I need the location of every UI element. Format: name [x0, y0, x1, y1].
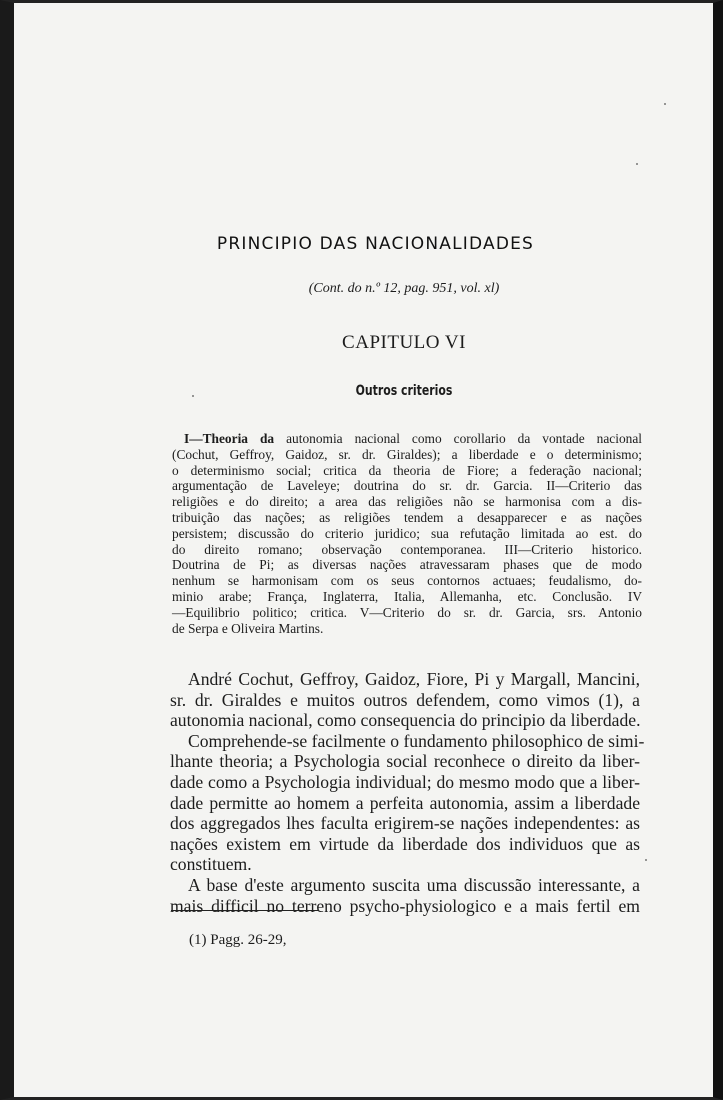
- chapter-summary: [172, 431, 642, 636]
- body-line: mais difficil no terreno psycho-physiologico e a mais fertil em: [170, 895, 640, 916]
- summary-line: —Equilibrio politico; critica. V—Criterio do sr. dr. Garcia, srs. Antonio: [172, 604, 642, 620]
- speck: [645, 859, 647, 861]
- summary-line: argumentação de Laveleye; doutrina do sr. dr. Garcia. II—Criterio das: [172, 478, 642, 494]
- body-text: [170, 669, 645, 916]
- body-line: nações existem em virtude da liberdade dos individuos que as: [170, 833, 640, 854]
- continuation-reference: (Cont. do n.º 12, pag. 951, vol. xl): [308, 281, 500, 296]
- body-line: dade permitte ao homem a perfeita autonomia, assim a liberdade: [170, 792, 640, 813]
- body-line: lhante theoria; a Psychologia social reconhece o direito da liber-: [170, 751, 640, 772]
- summary-line: o determinismo social; critica da theoria de Fiore; a federação nacional;: [172, 462, 642, 478]
- summary-line: tribuição das nações; as religiões tendem a desapparecer e as nações: [172, 509, 642, 525]
- summary-line: de Serpa e Oliveira Martins.: [172, 620, 324, 636]
- body-line: A base d'este argumento suscita uma discussão interessante, a: [188, 874, 640, 895]
- speck: [664, 103, 666, 105]
- speck: [192, 395, 194, 397]
- body-line: André Cochut, Geffroy, Gaidoz, Fiore, Pi y Margall, Mancini,: [188, 669, 640, 689]
- body-line: autonomia nacional, como consequencia do principio da liberdade.: [170, 710, 641, 731]
- footnote-separator: [171, 910, 319, 911]
- summary-line: I—Theoria da autonomia nacional como corollario da vontade nacional: [184, 431, 642, 446]
- body-line: Comprehende-se facilmente o fundamento philosophico de simi-: [188, 730, 645, 751]
- page-title: PRINCIPIO DAS NACIONALIDADES: [216, 234, 535, 254]
- summary-line: persistem; discussão do criterio juridico; sua refutação limitada ao est. do: [172, 525, 642, 541]
- summary-line: Doutrina de Pi; as diversas nações atravessaram phases que de modo: [172, 557, 642, 573]
- summary-line: nenhum se harmonisam com os seus contornos actuaes; feudalismo, do-: [172, 573, 642, 589]
- summary-line: (Cochut, Geffroy, Gaidoz, sr. dr. Giraldes); a liberdade e o determinismo;: [172, 446, 642, 462]
- body-line: dos aggregados lhes faculta erigirem-se nações independentes: as: [170, 813, 640, 834]
- body-line: sr. dr. Giraldes e muitos outros defendem, como vimos (1), a: [170, 689, 640, 710]
- body-line: dade como a Psychologia individual; do mesmo modo que a liber-: [170, 771, 640, 792]
- body-line: constituem.: [170, 854, 252, 875]
- summary-line: religiões e do direito; a area das religiões não se harmonisa com a dis-: [172, 494, 642, 510]
- chapter-heading: CAPITULO VI: [342, 332, 466, 353]
- speck: [636, 163, 638, 165]
- summary-line: do direito romano; observação contemporanea. III—Criterio historico.: [172, 541, 642, 557]
- footnote: (1) Pagg. 26-29,: [189, 932, 287, 948]
- summary-line: minio arabe; França, Inglaterra, Italia, Allemanha, etc. Conclusão. IV: [172, 588, 642, 604]
- section-subtitle: Outros criterios: [355, 383, 453, 399]
